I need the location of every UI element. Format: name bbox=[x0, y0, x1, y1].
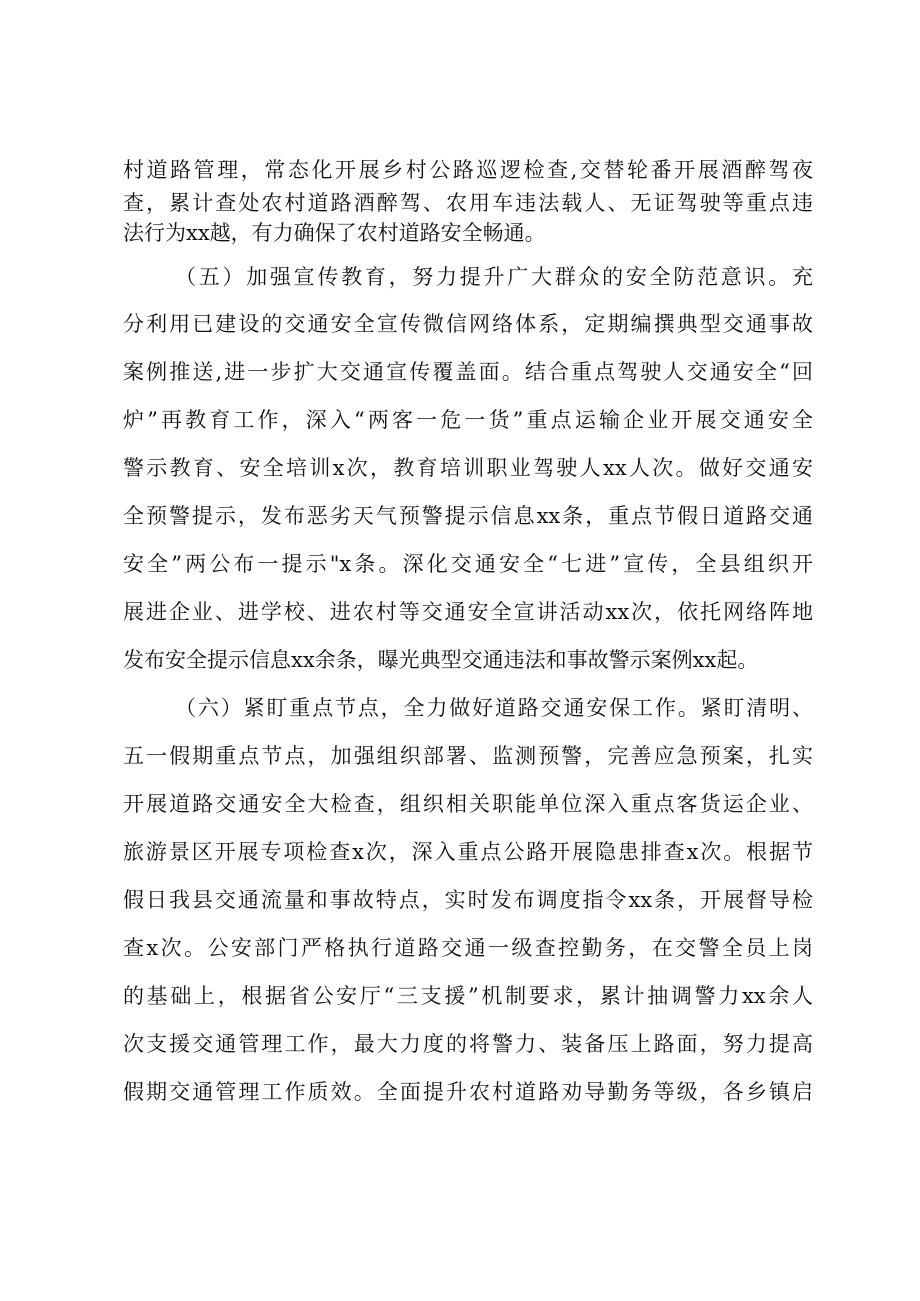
text-line: 分利用已建设的交通安全宣传微信网络体系，定期编撰典型交通事故 bbox=[123, 312, 813, 336]
text-line: 查x次。公安部门严格执行道路交通一级查控勤务，在交警全员上岗 bbox=[123, 936, 813, 960]
text-line: 旅游景区开展专项检查x次，深入重点公路开展隐患排查x次。根据节 bbox=[123, 840, 813, 864]
paragraph-heading-five: （五）加强宣传教育，努力提升广大群众的安全防范意识。充 bbox=[175, 265, 813, 289]
text-line: 法行为xx越，有力确保了农村道路安全畅通。 bbox=[123, 221, 546, 245]
text-line: 展进企业、进学校、进农村等交通安全宣讲活动xx次，依托网络阵地 bbox=[123, 600, 813, 624]
text-line: 全预警提示，发布恶劣天气预警提示信息xx条，重点节假日道路交通 bbox=[123, 504, 813, 528]
text-line: 的基础上，根据省公安厅“三支援”机制要求，累计抽调警力xx余人 bbox=[123, 984, 813, 1008]
paragraph-heading-six: （六）紧盯重点节点，全力做好道路交通安保工作。紧盯清明、 bbox=[175, 696, 813, 720]
text-line: 村道路管理，常态化开展乡村公路巡逻检查,交替轮番开展酒醉驾夜 bbox=[123, 158, 813, 182]
text-line: 次支援交通管理工作，最大力度的将警力、装备压上路面，努力提高 bbox=[123, 1032, 813, 1056]
text-line: 开展道路交通安全大检查，组织相关职能单位深入重点客货运企业、 bbox=[123, 792, 813, 816]
text-line: 假期交通管理工作质效。全面提升农村道路劝导勤务等级，各乡镇启 bbox=[123, 1080, 813, 1104]
text-line: 假日我县交通流量和事故特点，实时发布调度指令xx条，开展督导检 bbox=[123, 888, 813, 912]
text-line: 五一假期重点节点，加强组织部署、监测预警，完善应急预案，扎实 bbox=[123, 744, 813, 768]
text-line: 发布安全提示信息xx余条，曝光典型交通违法和事故警示案例xx起。 bbox=[123, 648, 759, 672]
text-line: 炉”再教育工作，深入“两客一危一货”重点运输企业开展交通安全 bbox=[123, 408, 813, 432]
text-line: 警示教育、安全培训x次，教育培训职业驾驶人xx人次。做好交通安 bbox=[123, 456, 813, 480]
text-line: 案例推送,进一步扩大交通宣传覆盖面。结合重点驾驶人交通安全“回 bbox=[123, 360, 813, 384]
text-line: 安全”两公布一提示"x条。深化交通安全“七进”宣传，全县组织开 bbox=[123, 552, 813, 576]
text-line: 查，累计查处农村道路酒醉驾、农用车违法载人、无证驾驶等重点违 bbox=[123, 191, 813, 215]
